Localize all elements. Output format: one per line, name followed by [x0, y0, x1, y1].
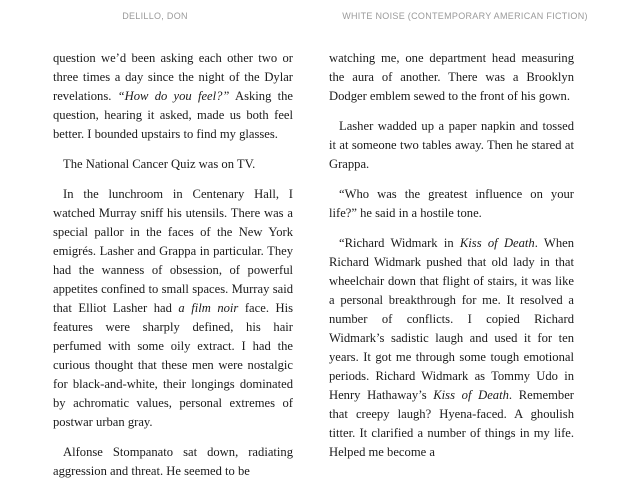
italic-text: “How do you feel?”	[117, 89, 230, 103]
text-segment: watching me, one department head measuring the aura of another. There was a Brooklyn Dodger emblem sewed to the front of his gown.	[329, 51, 574, 103]
paragraph	[53, 49, 293, 144]
text-segment: . Remember that creepy laugh? Hyena-faced. A ghoulish titter. It clarified a number of things in my life. Helped me become a	[329, 388, 574, 459]
author-running-head: DELILLO, DON	[122, 11, 188, 21]
paragraph	[53, 443, 293, 481]
text-segment: In the lunchroom in Centenary Hall, I watched Murray sniff his utensils. There was a special pallor in the faces of the New York emigrés. Lasher and Grappa in particular. They had the wanness of obsession, of powerful appetites confined to small spaces. Murray said that Elliot Lasher had	[53, 187, 293, 315]
text-segment: Asking the question, hearing it asked, made us both feel better. I bounded upstairs to find my glasses.	[53, 89, 293, 141]
paragraph	[329, 117, 574, 174]
text-segment: “Richard Widmark in	[339, 236, 460, 250]
italic-text: Kiss of Death	[459, 236, 535, 250]
italic-text: a film noir	[178, 301, 239, 315]
text-segment: . When Richard Widmark pushed that old lady in that wheelchair down that flight of stairs, it was like a personal breakthrough for me. It resolved a number of conflicts. I copied Richard Widmark’s sadistic laugh and used it for ten years. It got me through some tough emotional periods. Richard Widmark as Tommy Udo in Henry Hathaway’s	[329, 236, 574, 402]
left-page-text	[53, 49, 293, 492]
text-segment: Alfonse Stompanato sat down, radiating aggression and threat. He seemed to be	[53, 445, 293, 478]
paragraph	[53, 185, 293, 432]
title-running-head: WHITE NOISE (CONTEMPORARY AMERICAN FICTION)	[342, 11, 588, 21]
text-segment: The National Cancer Quiz was on TV.	[63, 157, 256, 171]
text-segment: question we’d been asking each other two or three times a day since the night of the Dylar revelations.	[53, 51, 293, 103]
paragraph	[329, 234, 574, 462]
text-segment: face. His features were sharply defined, his hair perfumed with some oily extract. I had the curious thought that these men were nostalgic for black-and-white, their longings dominated by achromatic values, personal extremes of postwar urban gray.	[53, 301, 293, 429]
italic-text: Kiss of Death	[433, 388, 509, 402]
text-segment: Lasher wadded up a paper napkin and tossed it at someone two tables away. Then he stared at Grappa.	[329, 119, 574, 171]
paragraph	[329, 185, 574, 223]
right-page-text	[329, 49, 574, 473]
right-page[interactable]	[310, 0, 620, 465]
paragraph	[53, 155, 293, 174]
paragraph	[329, 49, 574, 106]
left-page[interactable]	[0, 0, 310, 478]
text-segment: “Who was the greatest influence on your life?” he said in a hostile tone.	[329, 187, 574, 220]
